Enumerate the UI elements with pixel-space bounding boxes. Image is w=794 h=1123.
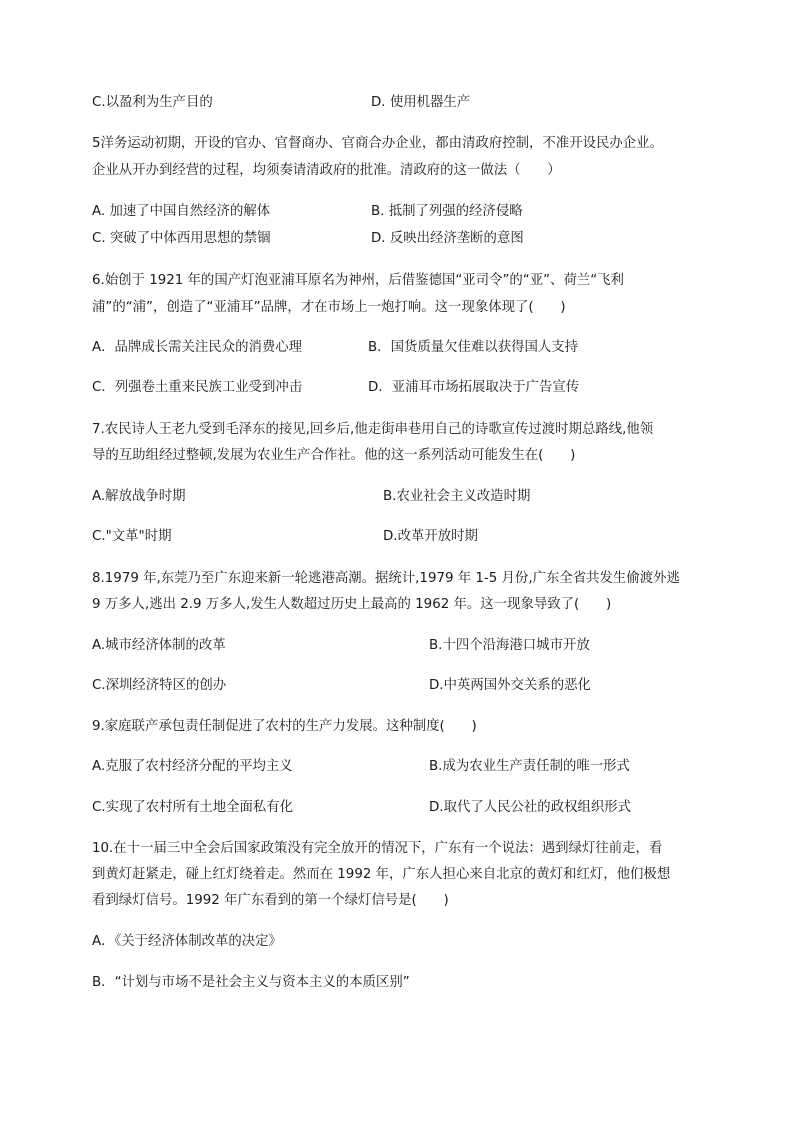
q7-option-d: D.改革开放时期 [383, 529, 478, 544]
q5-stem-line1: 5洋务运动初期，开设的官办、官督商办、官商合办企业，都由清政府控制，不准开设民办企业。 [92, 136, 663, 151]
q6-option-a: A．品牌成长需关注民众的消费心理 [92, 340, 303, 355]
q5-option-b: B. 抵制了列强的经济侵略 [371, 204, 523, 219]
q7-stem-line1: 7.农民诗人王老九受到毛泽东的接见,回乡后,他走街串巷用自己的诗歌宣传过渡时期总路线,他领 [92, 422, 654, 437]
q6-option-c: C．列强卷土重来民族工业受到冲击 [92, 380, 303, 395]
q6-option-d: D．亚浦耳市场拓展取决于广告宣传 [368, 380, 580, 395]
q5-option-a: A. 加速了中国自然经济的解体 [92, 204, 271, 219]
q7-option-c: C."文革"时期 [92, 529, 172, 544]
q9-option-b: B.成为农业生产责任制的唯一形式 [429, 759, 630, 774]
q7-stem-line2: 导的互助组经过整顿,发展为农业生产合作社。他的这一系列活动可能发生在( ) [92, 448, 576, 463]
q6-stem-line1: 6.始创于 1921 年的国产灯泡亚浦耳原名为神州，后借鉴德国“亚司令”的“亚”、荷兰“飞利 [92, 273, 624, 288]
q10-stem-line2: 到黄灯赶紧走，碰上红灯绕着走。然而在 1992 年，广东人担心来自北京的黄灯和红灯，他们极想 [92, 867, 671, 882]
q4-option-d: D. 使用机器生产 [371, 95, 471, 110]
q5-stem-line2: 企业从开办到经营的过程，均须奏请清政府的批准。清政府的这一做法（ ） [92, 163, 561, 178]
q4-option-c: C.以盈利为生产目的 [92, 95, 213, 110]
q6-option-b: B．国货质量欠佳难以获得国人支持 [368, 340, 579, 355]
q10-option-a: A．《关于经济体制改革的决定》 [92, 934, 282, 949]
q9-option-c: C.实现了农村所有土地全面私有化 [92, 800, 294, 815]
q7-option-a: A.解放战争时期 [92, 489, 186, 504]
q8-option-b: B.十四个沿海港口城市开放 [429, 638, 590, 653]
q8-option-d: D.中英两国外交关系的恶化 [429, 678, 591, 693]
q6-stem-line2: 浦”的“浦”，创造了“亚浦耳”品牌，才在市场上一炮打响。这一现象体现了( ) [92, 300, 566, 315]
q7-option-b: B.农业社会主义改造时期 [383, 489, 531, 504]
q5-option-c: C. 突破了中体西用思想的禁锢 [92, 231, 271, 246]
q5-option-d: D. 反映出经济垄断的意图 [371, 231, 524, 246]
q8-option-a: A.城市经济体制的改革 [92, 638, 226, 653]
q10-stem-line1: 10.在十一届三中全会后国家政策没有完全放开的情况下，广东有一个说法：遇到绿灯往前走，看 [92, 841, 663, 856]
q8-stem-line2: 9 万多人,逃出 2.9 万多人,发生人数超过历史上最高的 1962 年。这一现象导致了( ) [92, 597, 612, 612]
q10-option-b: B．“计划与市场不是社会主义与资本主义的本质区别” [92, 975, 410, 990]
q8-stem-line1: 8.1979 年,东莞乃至广东迎来新一轮逃港高潮。据统计,1979 年 1-5 月份,广东全省共发生偷渡外逃 [92, 571, 680, 586]
q10-stem-line3: 看到绿灯信号。1992 年广东看到的第一个绿灯信号是( ) [92, 893, 449, 908]
q9-option-d: D.取代了人民公社的政权组织形式 [429, 800, 632, 815]
q9-option-a: A.克服了农村经济分配的平均主义 [92, 759, 293, 774]
q9-stem-line1: 9.家庭联产承包责任制促进了农村的生产力发展。这种制度( ) [92, 719, 477, 734]
q8-option-c: C.深圳经济特区的创办 [92, 678, 227, 693]
